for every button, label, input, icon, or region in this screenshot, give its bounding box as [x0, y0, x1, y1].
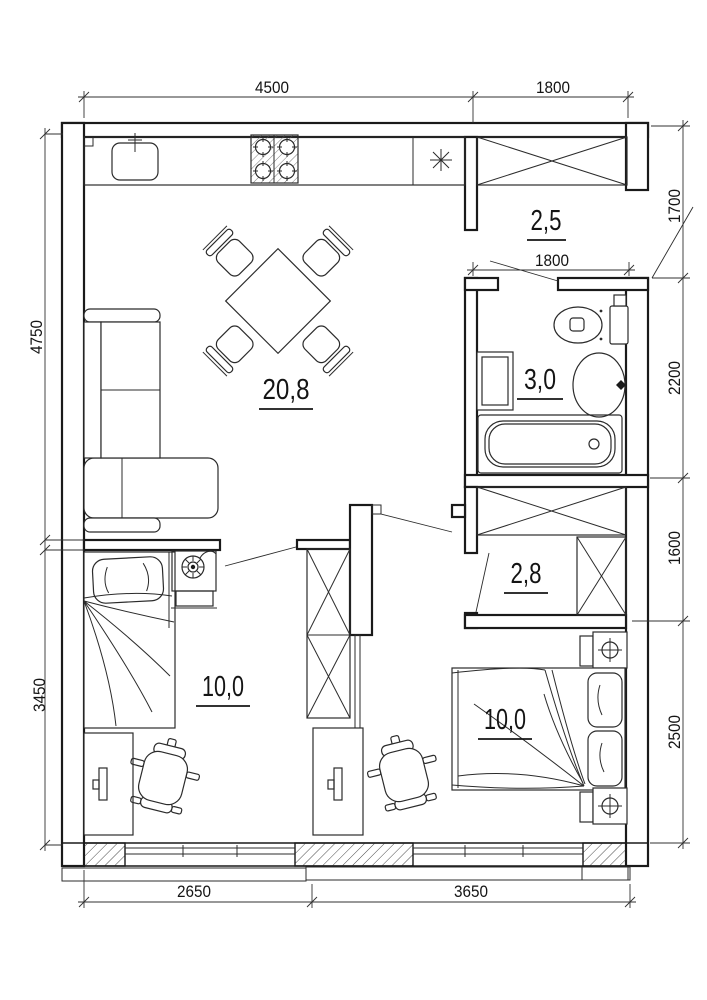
window-right [413, 845, 583, 857]
office-chair-icon [121, 731, 207, 819]
living-bedroom-partition [84, 540, 220, 550]
dining-chair-icon [203, 322, 257, 376]
right-wall [626, 278, 648, 866]
double-bed-icon [452, 668, 625, 790]
annotation-leader [225, 547, 296, 566]
sofa-armrest-top [84, 309, 160, 322]
single-bed-icon [84, 552, 175, 728]
corridor-pier-detail-square [372, 505, 381, 514]
dim-bedroom-right-depth: 2500 [665, 711, 684, 749]
bathroom-top-wall-right [558, 278, 648, 290]
dim-left-lower: 3450 [30, 674, 49, 712]
hall-door-leaf [476, 553, 489, 612]
dining-chair-icon [299, 322, 353, 376]
sofa-back [84, 322, 101, 458]
bathroom-bottom-wall [465, 475, 648, 487]
room-area-entry-hall: 2,5 [530, 205, 562, 237]
toilet-icon [554, 295, 628, 344]
desk-icon [313, 728, 363, 835]
bathroom-top-wall-left [465, 278, 498, 290]
dim-hall-depth: 1600 [665, 527, 684, 565]
sofa-chaise [84, 458, 218, 518]
window-left [125, 845, 295, 857]
office-chair-icon [360, 728, 446, 816]
heater-fan-icon [171, 551, 217, 608]
hall-bottom-wall [465, 615, 626, 628]
top-left-corner-detail-square [84, 137, 93, 146]
washing-machine-icon [477, 352, 513, 410]
dining-chair-icon [203, 226, 257, 280]
washbasin-icon [573, 353, 626, 417]
dim-entry-depth: 1700 [665, 185, 684, 223]
kitchen [84, 133, 465, 185]
room-area-inner-hall: 2,8 [510, 558, 542, 590]
monitor-icon [334, 768, 342, 800]
kitchen-sink-icon [112, 133, 158, 180]
living-room [84, 226, 353, 532]
nightstand-icon [580, 788, 627, 824]
bathroom-left-wall [465, 278, 477, 487]
right-top-pier [626, 123, 648, 190]
bottom-pier-left [84, 843, 125, 866]
parapet-left [62, 868, 306, 881]
annotation-leader [381, 514, 452, 532]
dim-left-upper: 4750 [27, 316, 46, 354]
kitchen-entry-divider-wall [465, 137, 477, 230]
heater-cord [200, 551, 216, 558]
parapet-right [306, 867, 630, 880]
sofa-icon [84, 309, 218, 532]
stove-icon [251, 135, 298, 183]
inner-hall [476, 487, 626, 615]
bedroom-door-leaf [355, 635, 360, 737]
hall-left-wall [465, 487, 477, 553]
nightstand-icon [580, 632, 627, 668]
room-area-bathroom: 3,0 [524, 364, 556, 396]
dim-top-entry: 1800 [536, 78, 570, 97]
fridge-asterisk-icon [430, 149, 452, 171]
dim-bottom-right: 3650 [454, 882, 488, 901]
dim-bathroom-width: 1800 [535, 251, 569, 270]
room-area-bedroom-right: 10,0 [484, 704, 526, 736]
hall-wall-tab [452, 505, 465, 517]
entry-closet [477, 137, 627, 185]
parapet-corner-block [582, 867, 628, 880]
dim-bathroom-depth: 2200 [665, 357, 684, 395]
wardrobe-cap-wall [297, 540, 350, 549]
dim-bottom-left: 2650 [177, 882, 211, 901]
hall-closet-icon [477, 487, 626, 535]
bathtub-drain [589, 439, 599, 449]
dining-chair-icon [299, 226, 353, 280]
monitor-icon [99, 768, 107, 800]
left-wall [62, 123, 84, 866]
bottom-pier-center [295, 843, 413, 866]
desk-icon [84, 733, 133, 835]
wardrobe-icon [307, 549, 350, 718]
bathtub-icon [478, 415, 622, 473]
hall-closet2-icon [577, 537, 626, 615]
top-wall [62, 123, 648, 137]
sofa-armrest-bottom [84, 518, 160, 532]
room-area-bedroom-left: 10,0 [202, 671, 244, 703]
bottom-pier-right [583, 843, 626, 866]
dim-top-kitchen: 4500 [255, 78, 289, 97]
room-area-living-kitchen: 20,8 [262, 374, 310, 406]
corridor-pier [350, 505, 372, 635]
heater-stand [176, 591, 213, 606]
